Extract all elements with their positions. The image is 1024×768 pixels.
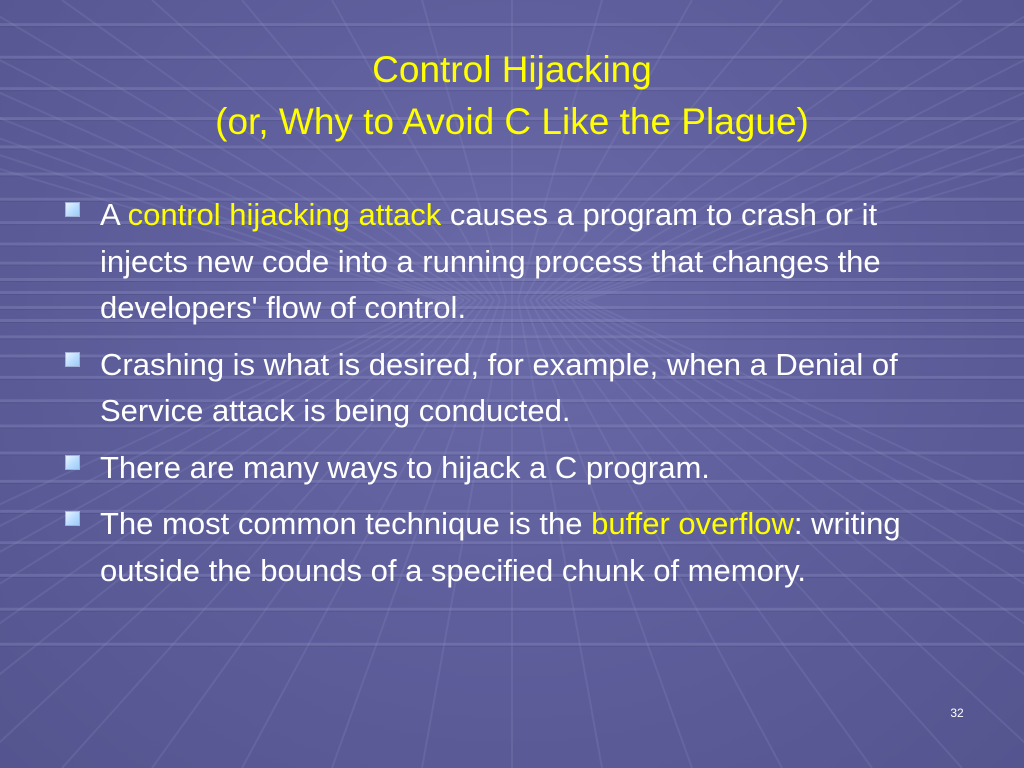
highlighted-term: buffer overflow [591, 506, 794, 541]
bullet-item-control-hijacking [62, 192, 972, 332]
square-bullet-icon [66, 512, 79, 525]
bullet-item-crashing [62, 342, 972, 435]
bullet-list [62, 192, 972, 604]
square-bullet-icon [66, 456, 79, 469]
title-line-1: Control Hijacking [372, 49, 652, 90]
bullet-text: A [100, 197, 128, 232]
bullet-text: causes a program to crash or it injects new code into a running process that changes the developers' flow of control. [100, 197, 881, 325]
bullet-item-buffer-overflow [62, 501, 972, 594]
bullet-text: Crashing is what is desired, for example, when a Denial of Service attack is being conducted. [100, 346, 898, 428]
bullet-text: : writing outside the bounds of a specified chunk of memory. [100, 506, 901, 588]
bullet-text: There are many ways to hijack a C program. [100, 449, 710, 485]
bullet-text: The most common technique is the [100, 506, 592, 541]
title-line-2: (or, Why to Avoid C Like the Plague) [215, 101, 809, 142]
bullet-item-many-ways [62, 445, 972, 492]
page-number: 32 [950, 706, 964, 720]
square-bullet-icon [66, 353, 79, 366]
slide-title [0, 44, 1024, 148]
square-bullet-icon [66, 203, 79, 216]
highlighted-term: control hijacking attack [127, 197, 442, 232]
